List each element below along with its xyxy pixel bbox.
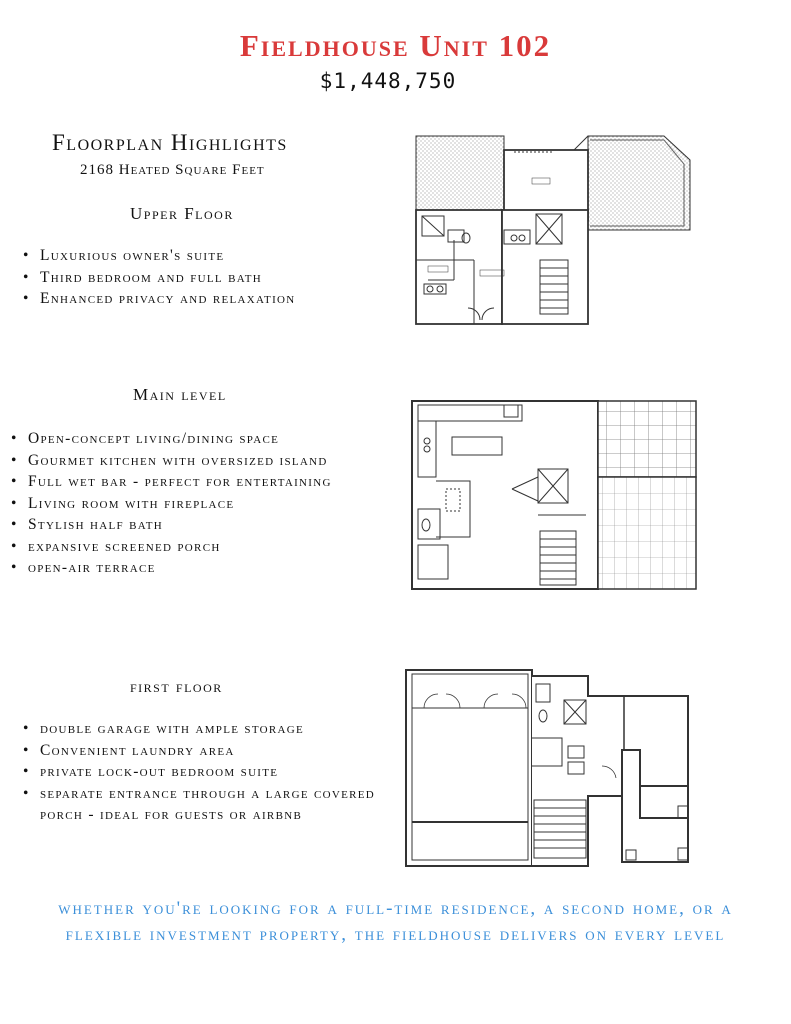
main-level-list [10,428,405,579]
main-level-plan [410,397,700,593]
list-item: • Living room with fireplace [28,493,405,515]
list-item: • open-air terrace [28,557,405,579]
list-item: • double garage with ample storage [40,718,400,740]
list-item: • expansive screened porch [28,536,405,558]
first-floor-list [22,718,400,826]
list-item: • Luxurious owner's suite [40,245,400,267]
footer-tagline: whether you're looking for a full-time residence, a second home, or a flexible investment property, the fieldhouse delivers on every level [58,898,733,945]
list-item: • Enhanced privacy and relaxation [40,288,400,310]
main-level-heading: Main level [133,385,227,404]
list-item: • Third bedroom and full bath [40,267,400,289]
first-floor-heading: first floor [130,677,223,696]
list-item: • private lock-out bedroom suite [40,761,400,783]
list-item: • Convenient laundry area [40,740,400,762]
first-floor-plan [402,666,698,872]
list-item: • Full wet bar - perfect for entertaining [28,471,405,493]
upper-floor-list [22,245,400,310]
page-title: Fieldhouse Unit 102 [239,28,552,63]
list-item: • Stylish half bath [28,514,405,536]
price: $1,448,750 [319,69,457,93]
list-item: • Open-concept living/dining space [28,428,405,450]
list-item: • separate entrance through a large covered porch - ideal for guests or airbnb [40,783,400,826]
square-feet: 2168 Heated Square Feet [80,162,265,178]
upper-floor-plan [414,130,694,330]
list-item: • Gourmet kitchen with oversized island [28,450,405,472]
highlights-title: Floorplan Highlights [52,130,288,155]
upper-floor-heading: Upper Floor [130,204,234,223]
